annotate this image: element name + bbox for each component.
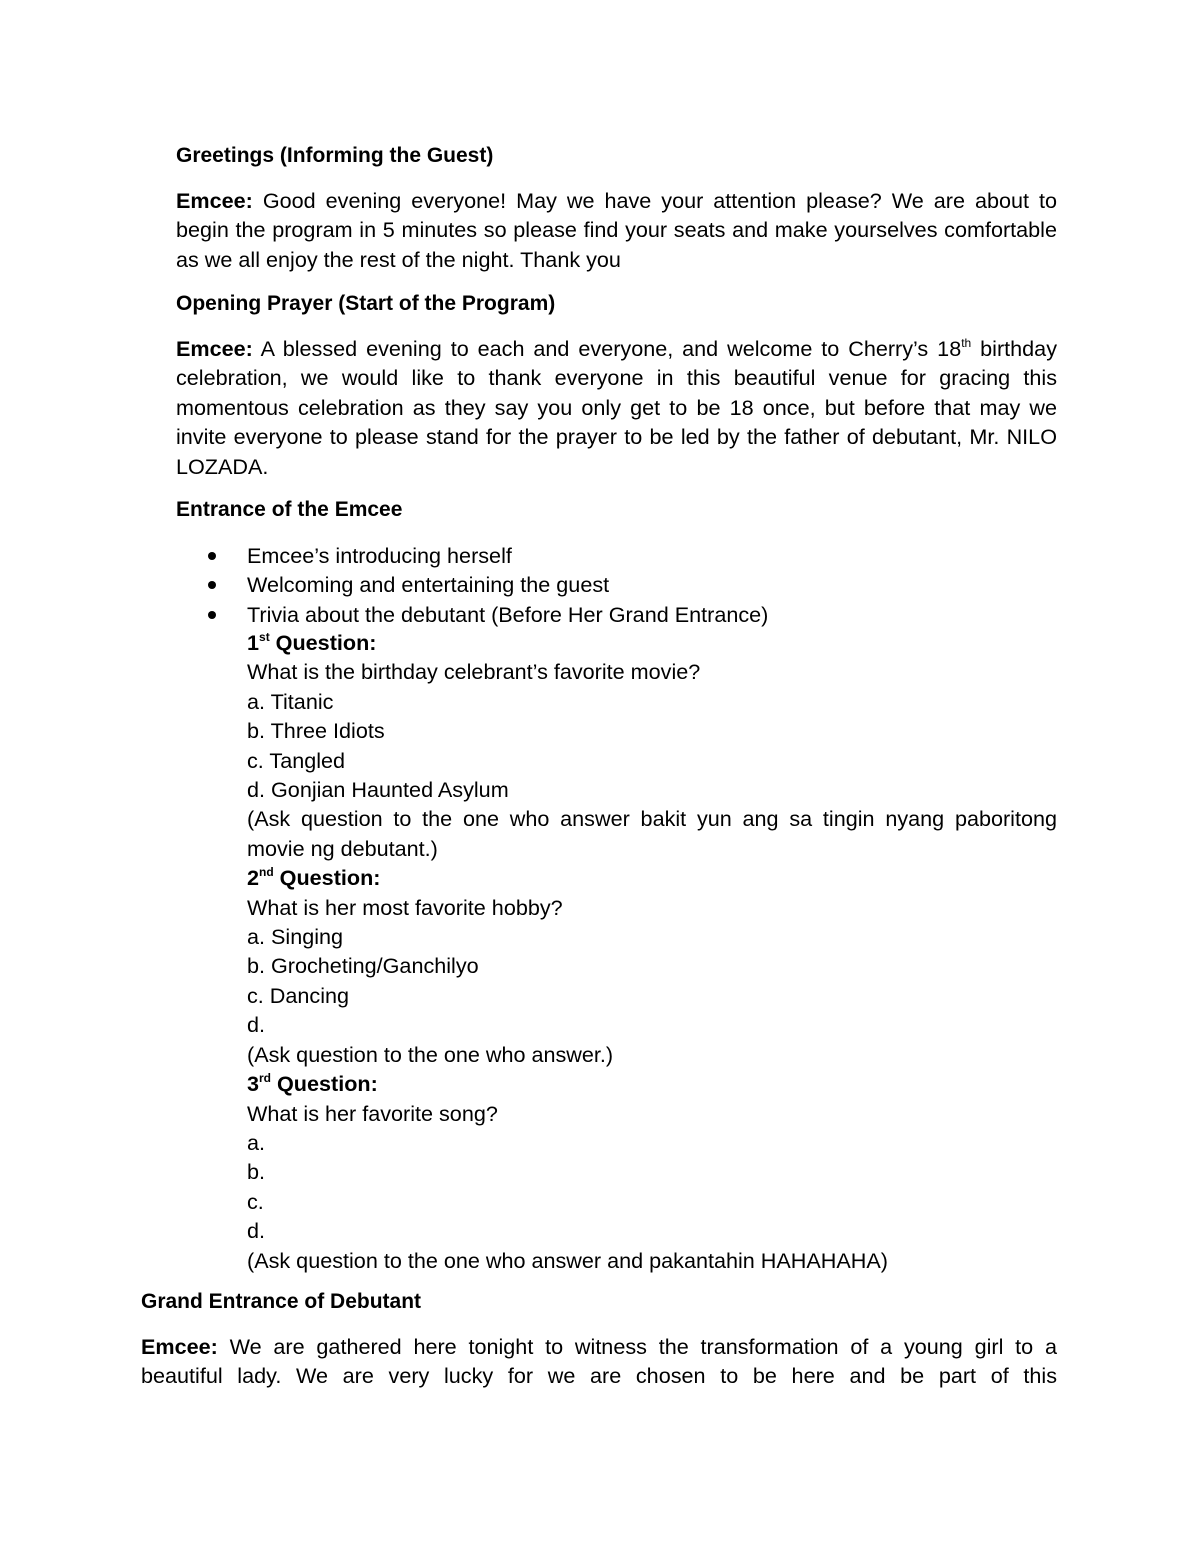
ordinal-suffix: rd <box>259 1071 272 1086</box>
trivia-block <box>247 628 1057 1275</box>
list-item <box>208 600 1058 629</box>
option: d. <box>247 1218 266 1244</box>
bullet-text: Emcee’s introducing herself <box>247 543 512 568</box>
option: c. <box>247 1188 264 1214</box>
opening-prayer-text-after: birthday celebration, we would like to thank everyone in this beautiful venue for gracing this momentous celebration as they say you only get to be 18 once, but before that may we invite everyone to please stand for the prayer to be led by the father of debutant, Mr. NILO LOZADA. <box>176 336 1057 479</box>
opening-prayer-text-before: A blessed evening to each and everyone, and welcome to Cherry’s 18 <box>252 336 962 361</box>
bullet-text: Trivia about the debutant (Before Her Grand Entrance) <box>247 601 769 627</box>
question-number: 1 <box>247 630 260 655</box>
question-2-text: What is her most favorite hobby? <box>247 894 563 920</box>
opening-prayer-paragraph <box>176 334 1057 481</box>
entrance-bullet-list <box>208 541 1058 629</box>
option: d. Gonjian Haunted Asylum <box>247 777 509 803</box>
question-1-note: (Ask question to the one who answer bakit yun ang sa tingin nyang paboritong movie ng debutant.) <box>247 806 1057 861</box>
ordinal-suffix: th <box>961 336 972 350</box>
greetings-paragraph <box>176 186 1057 274</box>
question-3-note: (Ask question to the one who answer and pakantahin HAHAHAHA) <box>247 1247 888 1273</box>
question-label: Question: <box>269 630 377 655</box>
option: a. <box>247 1129 266 1155</box>
option: c. Tangled <box>247 747 346 773</box>
heading-entrance-emcee: Entrance of the Emcee <box>176 498 403 521</box>
question-number: 2 <box>247 865 260 891</box>
greetings-text: Good evening everyone! May we have your attention please? We are about to begin the program in 5 minutes so please find your seats and make yourselves comfortable as we all enjoy the rest of the night. Thank you <box>176 188 1057 272</box>
question-number: 3 <box>247 1071 260 1097</box>
speaker-label: Emcee: <box>141 1334 218 1359</box>
speaker-label: Emcee: <box>176 336 253 361</box>
question-3-title <box>247 1069 1057 1098</box>
option: a. Titanic <box>247 688 334 714</box>
bullet-icon <box>208 581 216 589</box>
heading-grand-entrance: Grand Entrance of Debutant <box>141 1290 422 1313</box>
heading-opening-prayer: Opening Prayer (Start of the Program) <box>176 292 556 315</box>
bullet-icon <box>208 552 216 560</box>
question-1-title <box>247 628 1057 657</box>
option: b. <box>247 1159 266 1185</box>
list-item <box>208 541 1058 570</box>
speaker-label: Emcee: <box>176 188 253 213</box>
ordinal-suffix: nd <box>259 865 274 880</box>
bullet-icon <box>208 611 216 619</box>
grand-entrance-text: We are gathered here tonight to witness the transformation of a young girl to a beautiful lady. We are very lucky for we are chosen to be here and be part of this <box>141 1334 1057 1389</box>
option: c. Dancing <box>247 982 350 1008</box>
question-2-title <box>247 863 1057 892</box>
option: b. Grocheting/Ganchilyo <box>247 953 479 979</box>
option: b. Three Idiots <box>247 718 385 744</box>
question-2-note: (Ask question to the one who answer.) <box>247 1041 614 1067</box>
question-1-text: What is the birthday celebrant’s favorite movie? <box>247 659 701 685</box>
option: a. Singing <box>247 924 344 950</box>
bullet-text: Welcoming and entertaining the guest <box>247 572 610 598</box>
list-item <box>208 570 1058 599</box>
heading-greetings: Greetings (Informing the Guest) <box>176 144 494 167</box>
question-3-text: What is her favorite song? <box>247 1100 498 1126</box>
ordinal-suffix: st <box>259 630 270 644</box>
grand-entrance-paragraph <box>141 1332 1057 1391</box>
question-label: Question: <box>271 1071 378 1097</box>
question-label: Question: <box>273 865 381 891</box>
option: d. <box>247 1012 266 1038</box>
